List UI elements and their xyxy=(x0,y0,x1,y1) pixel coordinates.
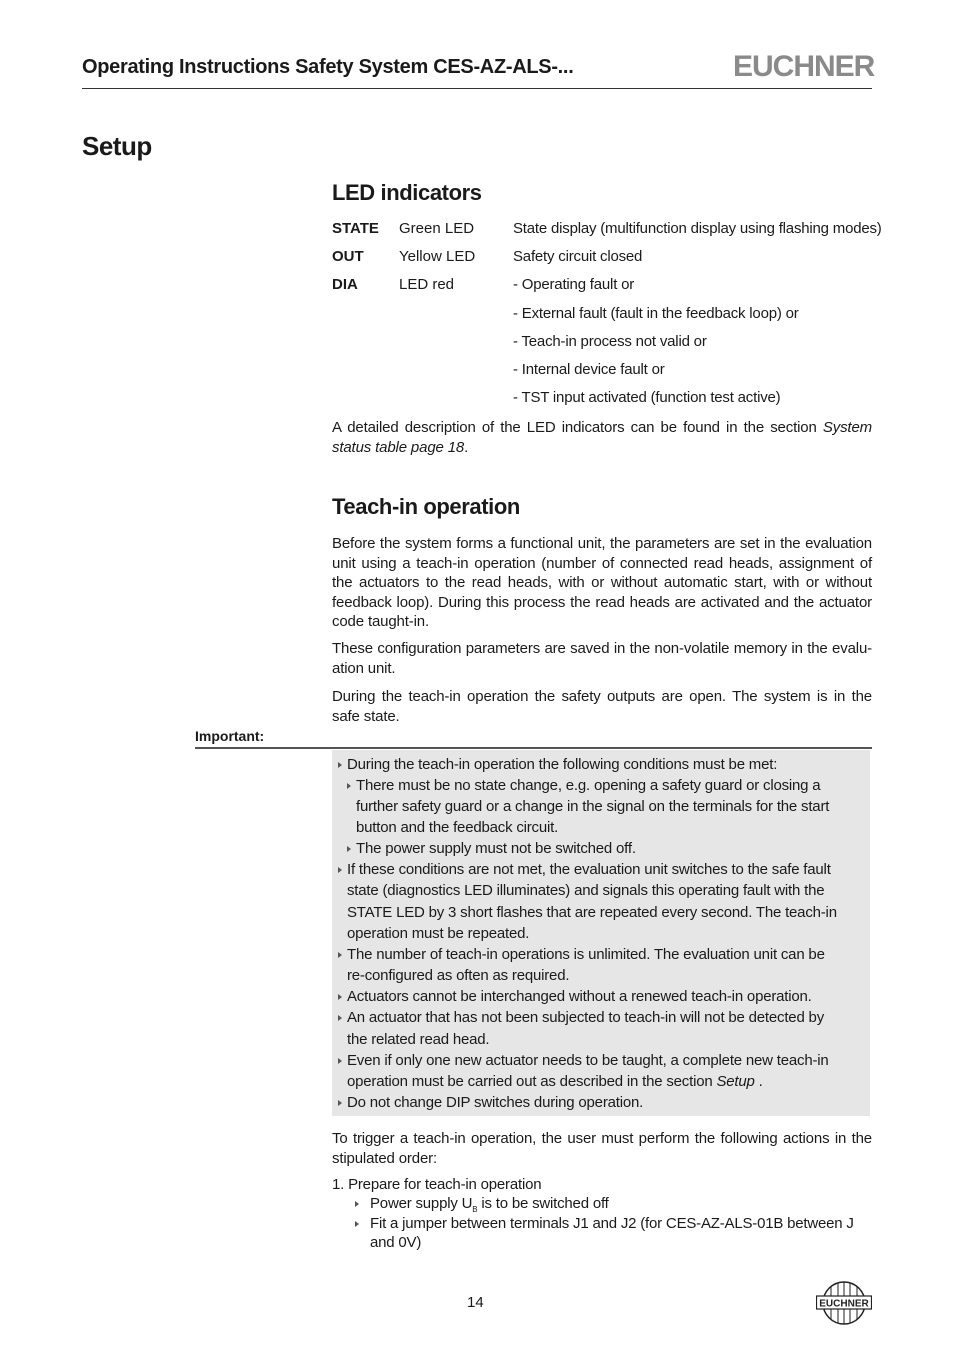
step-1-sub-jumper-cont: and 0V) xyxy=(370,1234,422,1251)
teach-in-paragraph-1: Before the system forms a functional unit, the parameters are set in the evaluation unit using a teach-in operation (number of connected read heads, assignment of the actuators to the read heads, with or without automatic start, with or without feedback loop). During this process the read heads are activated and the actuator code taught-in. xyxy=(332,535,872,630)
page-title: Setup xyxy=(82,131,152,161)
teach-in-paragraph-3: During the teach-in operation the safety outputs are open. The system is in the safe state. xyxy=(332,688,872,725)
page-number: 14 xyxy=(467,1294,484,1311)
document-title: Operating Instructions Safety System CES-AZ-ALS-... xyxy=(82,56,574,78)
led-color: Yellow LED xyxy=(399,248,476,265)
footer-logo-text: EUCHNER xyxy=(819,1298,869,1310)
led-description: - Operating fault or xyxy=(513,276,635,293)
led-description-note: A detailed description of the LED indicators can be found in the section System status table page 18. xyxy=(332,419,872,456)
trigger-intro: To trigger a teach-in operation, the user must perform the following actions in the stipulated order: xyxy=(332,1130,872,1167)
bullet-arrow-icon xyxy=(338,1100,342,1106)
bullet-arrow-icon xyxy=(355,1221,359,1227)
header-divider xyxy=(82,88,872,89)
step-1-sub-jumper: Fit a jumper between terminals J1 and J2 (for CES-AZ-ALS-01B between J xyxy=(370,1215,854,1232)
led-code: OUT xyxy=(332,248,364,265)
bullet-arrow-icon xyxy=(338,762,342,768)
step-1: 1. Prepare for teach-in operation xyxy=(332,1176,542,1193)
bullet-arrow-icon xyxy=(338,1058,342,1064)
euchner-logo: EUCHNER xyxy=(733,50,875,83)
led-indicators-heading: LED indicators xyxy=(332,180,482,205)
bullet-arrow-icon xyxy=(338,952,342,958)
led-description: State display (multifunction display using flashing modes) xyxy=(513,220,882,237)
led-color: LED red xyxy=(399,276,455,293)
important-divider xyxy=(195,747,872,749)
bullet-arrow-icon xyxy=(338,867,342,873)
setup-section-link: Setup xyxy=(716,1073,755,1090)
led-color: Green LED xyxy=(399,220,475,237)
bullet-arrow-icon xyxy=(338,1015,342,1021)
system-status-table-link: System status table page 18 xyxy=(332,419,872,456)
led-code: DIA xyxy=(332,276,358,293)
important-note-box: During the teach-in operation the following conditions must be met: There must be no state change, e.g. opening a safety guard or closing a further safety guard or a change in the signal on the terminals for the start button and the feedback circuit. The power supply must not be switched off. If these conditions are not met, the evaluation unit switches to the safe fault state (diagnostics LED illuminates) and signals this operating fault with the STATE LED by 3 short flashes that are repeated every second. The teach-in operation must be repeated. The number of teach-in operations is unlimited. The evaluation unit can be re-configured as often as required. Actuators cannot be interchanged without a renewed teach-in operation. An actuator that has not been subjected to teach-in will not be detected by the related read head. Even if only one new actuator needs to be taught, a complete new teach-in operation must be carried out as described in the section Setup . Do not change DIP switches during operation. xyxy=(332,750,870,1116)
euchner-seal-icon xyxy=(816,1280,872,1326)
led-code: STATE xyxy=(332,220,379,237)
important-label: Important: xyxy=(195,728,265,744)
led-description: Safety circuit closed xyxy=(513,248,643,265)
teach-in-heading: Teach-in operation xyxy=(332,494,520,519)
teach-in-paragraph-2: These configuration parameters are saved in the non-volatile memory in the evalu-ation unit. xyxy=(332,640,872,677)
bullet-arrow-icon xyxy=(347,783,351,789)
bullet-arrow-icon xyxy=(338,994,342,1000)
step-1-sub-power: Power supply $U_B$ is to be switched off xyxy=(370,1195,609,1214)
bullet-arrow-icon xyxy=(347,846,351,852)
bullet-arrow-icon xyxy=(355,1201,359,1207)
